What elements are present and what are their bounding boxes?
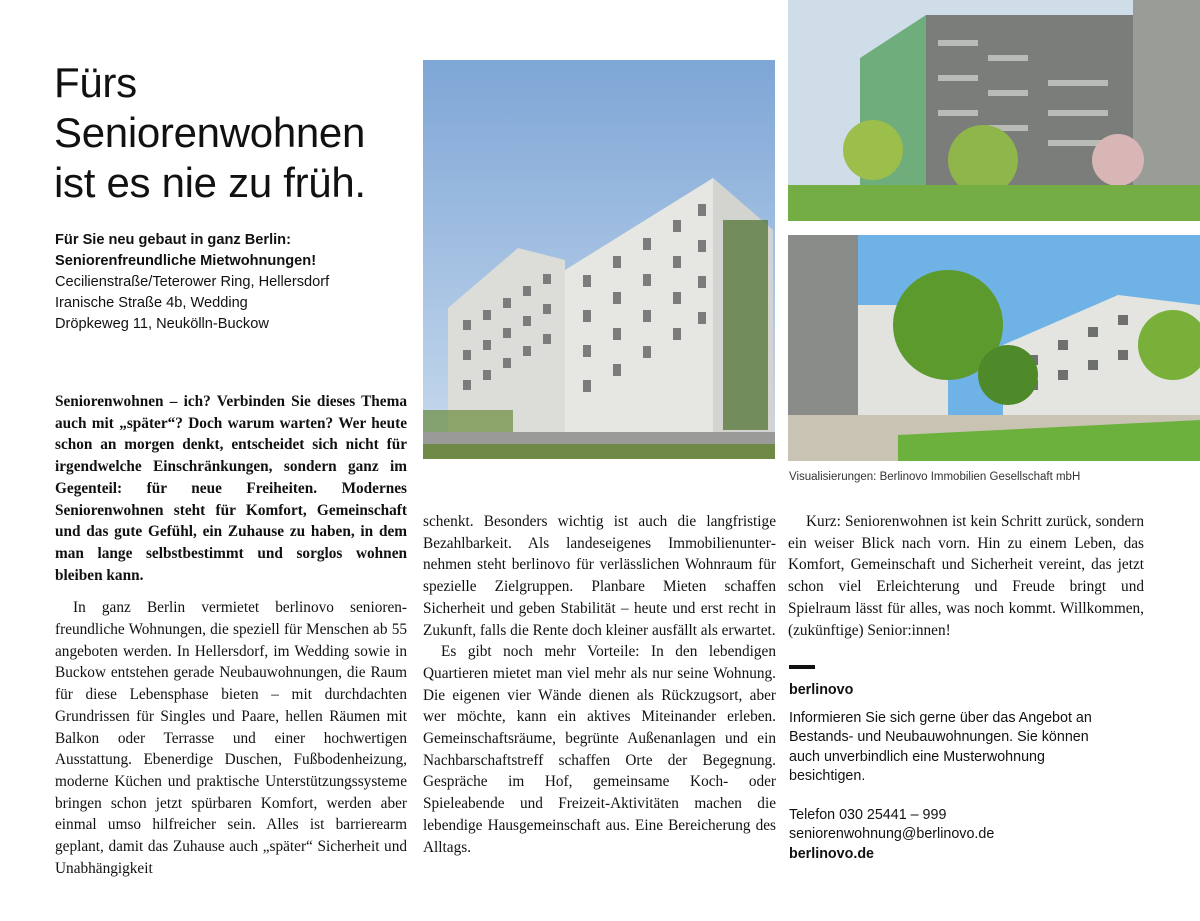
headline [54, 58, 424, 208]
building-illustration [788, 235, 1200, 461]
info-line: Informieren Sie sich gerne über das Angebot an [789, 709, 1092, 726]
headline-line: Fürs [54, 59, 137, 106]
email-link[interactable]: seniorenwohnung@berlinovo.de [789, 826, 995, 842]
article-lead: Seniorenwohnen – ich? Verbinden Sie dieses Thema auch mit „später“? Doch warum warten? Wer heute schon an morgen denkt, entscheidet sich nicht für irgendwelche Einschränkungen, sondern ganz im Gegenteil: für neue Freiheiten. Modernes Seniorenwohnen steht für Komfort, Gemeinschaft und das gute Gefühl, ein Zuhause zu haben, in dem man lange selbstbestimmt und sorglos wohnen bleiben kann. [55, 393, 407, 584]
article-paragraph: In ganz Berlin vermietet berlinovo seniorenfreundliche Wohnungen, die speziell für Menschen ab 55 angeboten werden. In Hellersdorf, im Wedding sowie in Buckow entstehen gerade Neubauwohnungen, die Raum für diese Lebensphase bieten – mit durchdachten Grundrissen für Singles und Paare, hellen Räumen mit Balkon oder Terrasse und einer hochwertigen Ausstattung. Ebenerdige Duschen, Fußbodenheizung, moderne Küchen und praktische Unterstützungssysteme bringen schon jetzt spürbaren Komfort, werden aber einmal umso hilfreicher sein. Alles ist barrierearm geplant, damit das Zuhause auch „später“ Sicherheit und Unabhängigkeit [55, 599, 407, 877]
article-column-1 [55, 391, 407, 879]
divider-bar [789, 665, 815, 669]
building-illustration [788, 0, 1200, 221]
subhead-bold-line: Seniorenfreundliche Mietwohnungen! [55, 253, 317, 269]
brand-name: berlinovo [789, 682, 854, 698]
contact-info [789, 709, 1149, 787]
location-line: Cecilienstraße/Teterower Ring, Hellersdorf [55, 274, 330, 290]
website-link[interactable]: berlinovo.de [789, 845, 874, 862]
subhead-bold-line: Für Sie neu gebaut in ganz Berlin: [55, 232, 291, 248]
subhead [55, 230, 415, 335]
article-paragraph: Es gibt noch mehr Vorteile: In den lebendigen Quartieren mietet man viel mehr als nur seine Wohnung. Die eigenen vier Wände dienen als Rückzugsort, aber wer möchte, kann ein aktives Miteinander erleben. Gemeinschaftsräume, begrünte Außenanlagen und ein Nachbarschaftstreff schaffen Orte der Begegnung. Gespräche im Hof, gemeinsame Koch- oder Spieleabende und Freizeit-Aktivitäten machen die lebendige Hausgemeinschaft aus. Eine Bereicherung des Alltags. [423, 643, 776, 856]
building-visualization-courtyard-trees [788, 235, 1200, 461]
image-caption: Visualisierungen: Berlinovo Immobilien Gesellschaft mbH [789, 471, 1081, 483]
article-column-2 [423, 511, 776, 858]
article-column-3 [788, 511, 1144, 641]
info-line: auch unverbindlich eine Musterwohnung [789, 748, 1045, 765]
article-paragraph: schenkt. Besonders wichtig ist auch die langfristige Bezahlbarkeit. Als landeseigenes Immobilienunternehmen steht berlinovo für verlässlichen Wohnraum für spezielle Zielgruppen. Planbare Mieten schaffen Sicherheit und geben Stabilität – heute und erst recht in Zukunft, falls die Rente doch kleiner ausfällt als erwartet. [423, 513, 776, 639]
article-paragraph: Kurz: Seniorenwohnen ist kein Schritt zurück, sondern ein weiser Blick nach vorn. Hin zu einem Leben, das Komfort, Gemeinschaft und Sicherheit vereint, das jetzt schon viel Erleichterung und Freude bringt und Spielraum lässt für alles, was noch kommt. Willkommen, (zukünftige) Senior:innen! [788, 513, 1144, 639]
headline-line: Seniorenwohnen [54, 109, 366, 156]
location-line: Iranische Straße 4b, Wedding [55, 295, 248, 311]
building-visualization-courtyard-green [788, 0, 1200, 221]
phone-number: Telefon 030 25441 – 999 [789, 806, 947, 823]
contact-box [789, 665, 1149, 864]
info-line: besichtigen. [789, 768, 866, 784]
building-visualization-main [423, 60, 775, 459]
info-line: Bestands- und Neubauwohnungen. Sie können [789, 729, 1089, 745]
building-illustration [423, 60, 775, 459]
headline-line: ist es nie zu früh. [54, 159, 366, 206]
location-line: Dröpkeweg 11, Neukölln-Buckow [55, 316, 269, 332]
